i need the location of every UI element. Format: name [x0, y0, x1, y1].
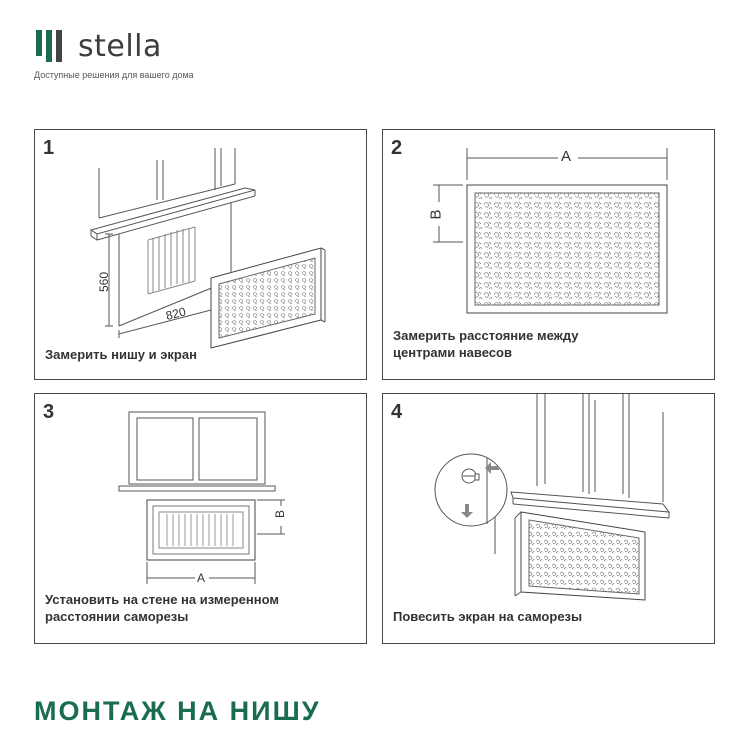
- step-1-panel: [34, 129, 367, 380]
- dim-width-label: 820: [164, 304, 188, 323]
- step-2-panel: [382, 129, 715, 380]
- dim-a-label: A: [197, 571, 206, 585]
- stella-bars-logo-icon: [34, 28, 72, 66]
- brand-logo: [34, 28, 162, 66]
- dim-height-label: 560: [97, 271, 111, 292]
- caption-line: Замерить расстояние между: [393, 328, 579, 343]
- step-caption: [393, 327, 579, 361]
- step-caption: [393, 608, 582, 625]
- caption-line: Установить на стене на измеренном: [45, 592, 279, 607]
- step-number: 4: [391, 401, 403, 423]
- dim-b-label: B: [273, 509, 288, 519]
- caption-line: расстоянии саморезы: [45, 609, 189, 624]
- dim-a-label: A: [561, 148, 572, 165]
- dim-b-label: B: [427, 209, 445, 220]
- step-caption: [45, 346, 197, 363]
- caption-line: Повесить экран на саморезы: [393, 609, 583, 624]
- brand-tagline: Доступные решения для вашего дома: [34, 70, 194, 80]
- brand-name: stella: [78, 29, 162, 64]
- caption-line: центрами навесов: [393, 345, 512, 360]
- step-number: 1: [43, 137, 55, 159]
- step-number: 2: [391, 137, 403, 159]
- dimension-labels: [35, 130, 366, 379]
- page-title: МОНТАЖ НА НИШУ: [34, 696, 321, 726]
- hang-screen-illustration: [383, 394, 714, 643]
- step-4-panel: [382, 393, 715, 644]
- caption-line: Замерить нишу и экран: [45, 347, 197, 362]
- step-3-panel: [34, 393, 367, 644]
- step-caption: [45, 591, 279, 625]
- step-number: 3: [43, 401, 55, 423]
